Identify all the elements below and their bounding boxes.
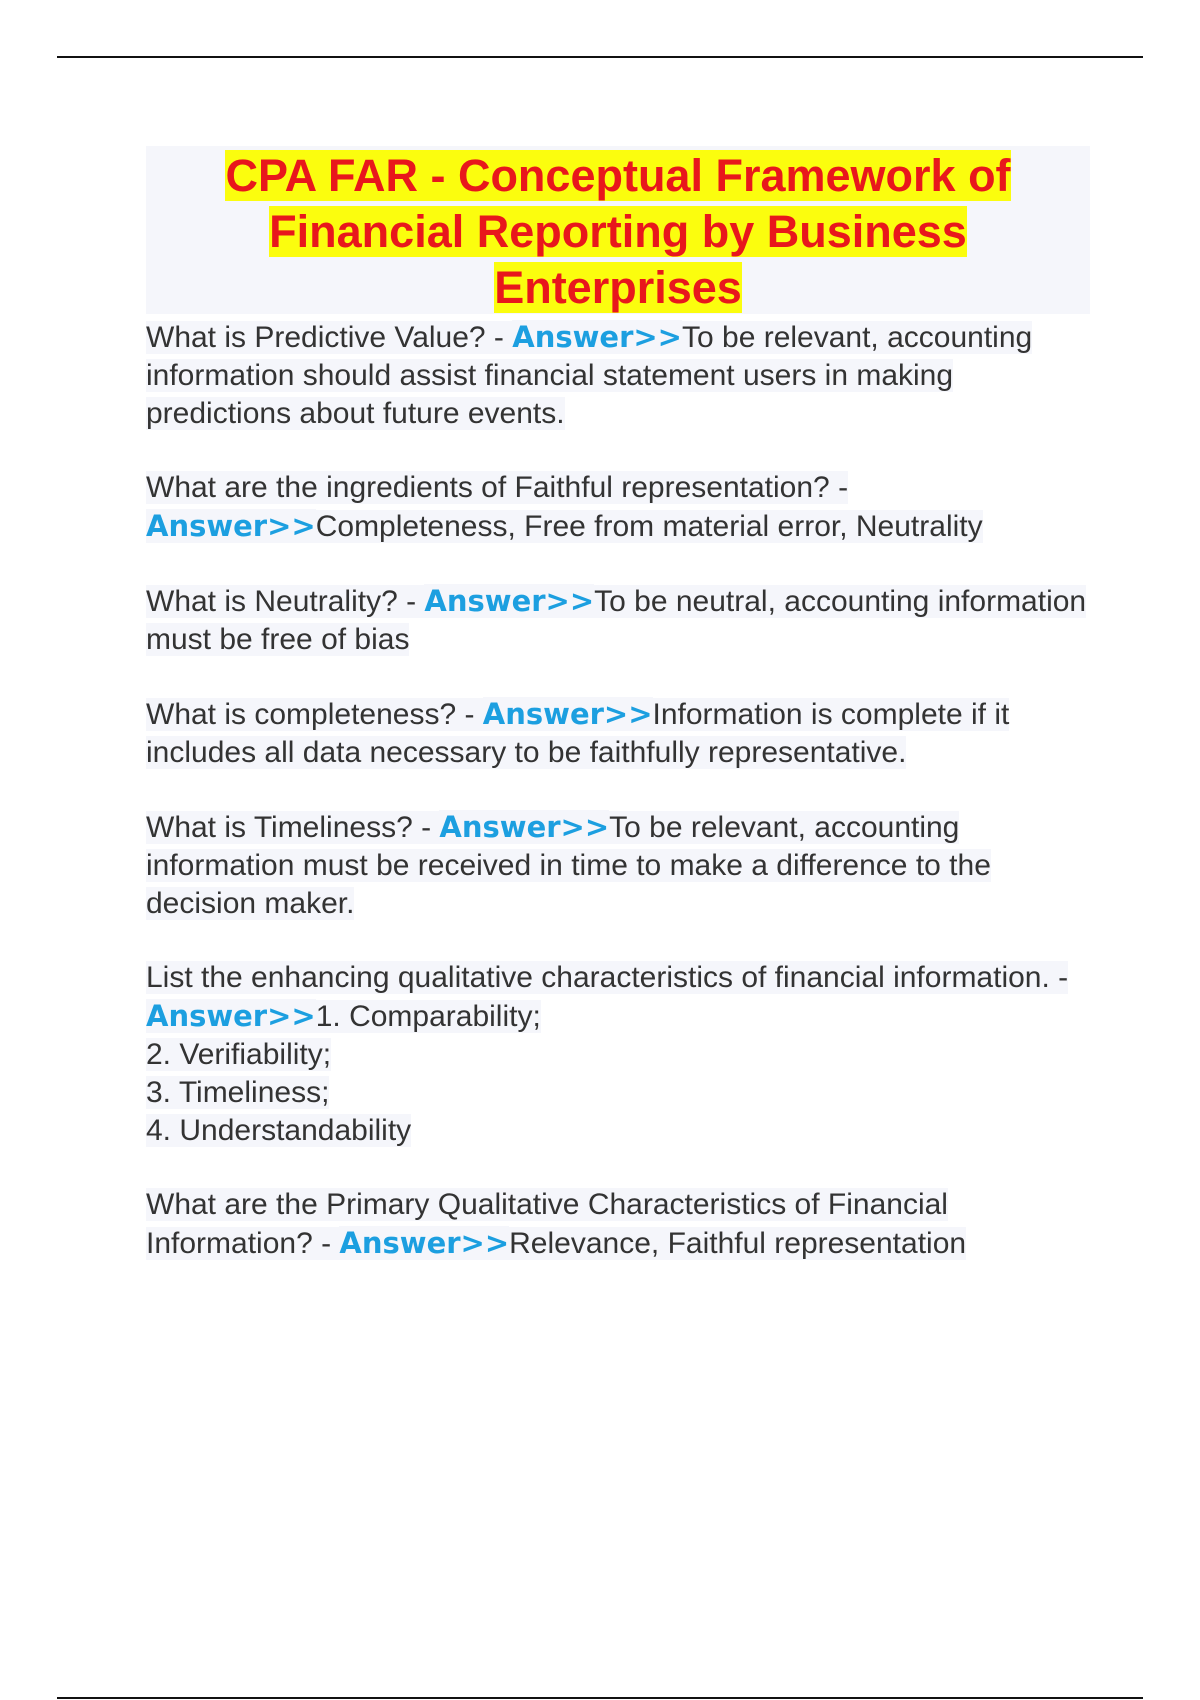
qa-answer: To be relevant, accounting information should assist financial statement users in making predictions about future events. bbox=[146, 321, 1033, 430]
answer-label: Answer>> bbox=[146, 999, 316, 1033]
list-item: 4. Understandability bbox=[146, 1114, 412, 1147]
qa-answer: Information is complete if it includes all data necessary to be faithfully representative. bbox=[146, 698, 1010, 769]
qa-item-enhancing-characteristics bbox=[146, 959, 1090, 1150]
qa-answer: Completeness, Free from material error, Neutrality bbox=[315, 510, 983, 543]
bottom-rule bbox=[57, 1697, 1143, 1699]
top-rule bbox=[57, 56, 1143, 58]
qa-answer: To be relevant, accounting information must be received in time to make a difference to the decision maker. bbox=[146, 811, 991, 920]
answer-label: Answer>> bbox=[424, 584, 595, 618]
qa-answer: To be neutral, accounting information must be free of bias bbox=[146, 585, 1087, 656]
qa-answer: 1. Comparability; bbox=[315, 1000, 541, 1033]
answer-label: Answer>> bbox=[512, 320, 682, 354]
answer-label: Answer>> bbox=[339, 1226, 510, 1260]
qa-item-predictive-value bbox=[146, 318, 1090, 433]
list-line bbox=[146, 1112, 1090, 1150]
qa-question: What are the ingredients of Faithful representation? - bbox=[146, 471, 849, 504]
qa-question: What is completeness? - bbox=[146, 698, 483, 731]
answer-label: Answer>> bbox=[482, 697, 653, 731]
qa-question: What is Timeliness? - bbox=[146, 811, 440, 844]
qa-question: What is Neutrality? - bbox=[146, 585, 425, 618]
qa-item-neutrality bbox=[146, 582, 1090, 659]
qa-answer: Relevance, Faithful representation bbox=[509, 1227, 967, 1260]
qa-item-faithful-representation bbox=[146, 469, 1090, 546]
title-block bbox=[146, 146, 1090, 314]
list-item: 3. Timeliness; bbox=[146, 1076, 330, 1109]
qa-item-primary-characteristics bbox=[146, 1186, 1090, 1263]
list-line bbox=[146, 1074, 1090, 1112]
list-line bbox=[146, 1036, 1090, 1074]
title-text: CPA FAR - Conceptual Framework of Financial Reporting by Business Enterprises bbox=[225, 150, 1011, 313]
document-body bbox=[146, 146, 1090, 1263]
list-item: 2. Verifiability; bbox=[146, 1038, 332, 1071]
qa-question: What is Predictive Value? - bbox=[146, 321, 513, 354]
qa-item-timeliness bbox=[146, 808, 1090, 923]
qa-question: What are the Primary Qualitative Characteristics of Financial Information? - bbox=[146, 1188, 948, 1260]
qa-question: List the enhancing qualitative characteristics of financial information. - bbox=[146, 961, 1069, 994]
qa-item-completeness bbox=[146, 695, 1090, 772]
answer-label: Answer>> bbox=[146, 509, 316, 543]
document-title bbox=[146, 148, 1090, 316]
answer-label: Answer>> bbox=[439, 810, 610, 844]
